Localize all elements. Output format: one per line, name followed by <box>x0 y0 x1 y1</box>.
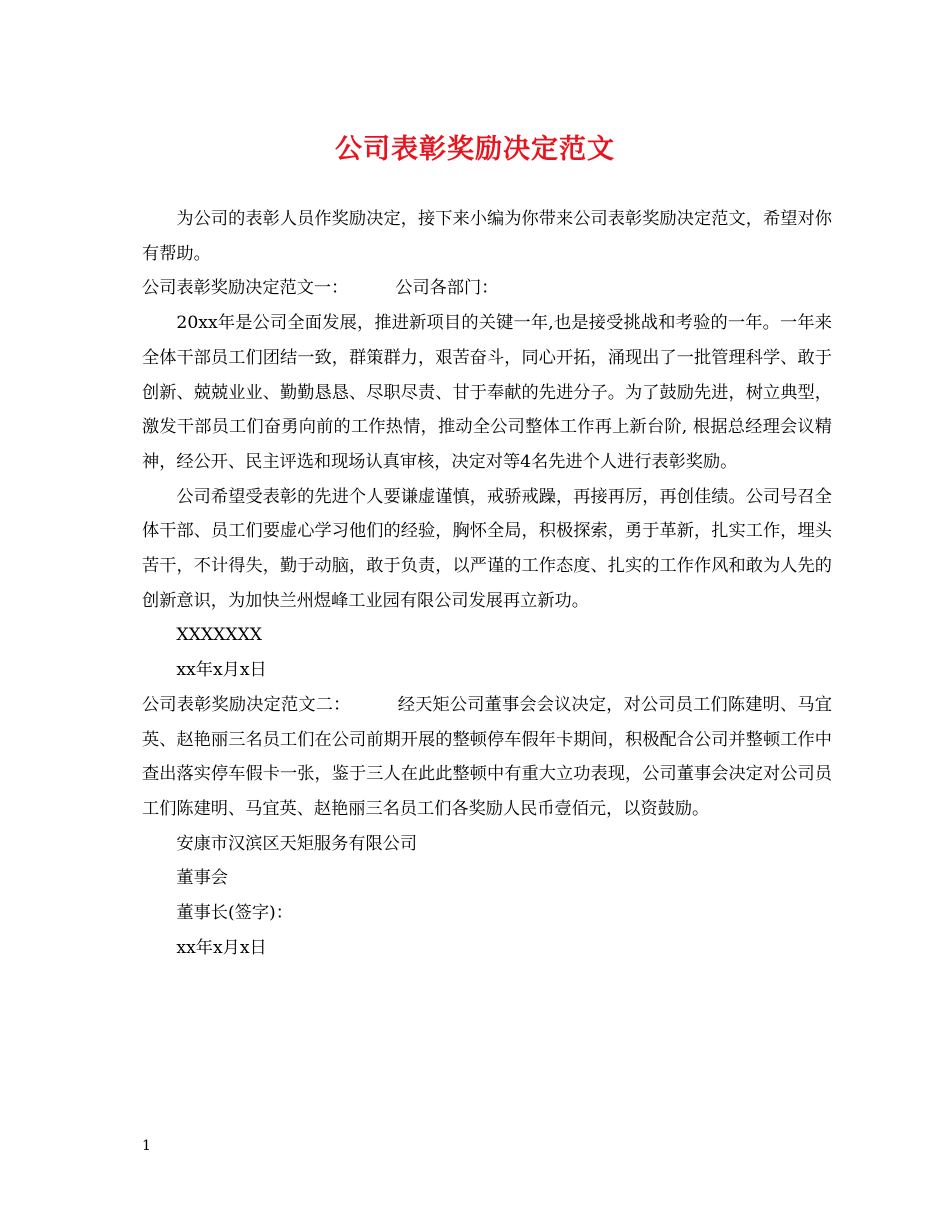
sample1-heading: 公司表彰奖励决定范文一： <box>142 278 349 299</box>
sample2-chairman: 董事长(签字)： <box>176 903 293 924</box>
sample2-paragraph <box>142 688 832 827</box>
document-title: 公司表彰奖励决定范文 <box>335 134 615 165</box>
intro-paragraph: 为公司的表彰人员作奖励决定，接下来小编为你带来公司表彰奖励决定范文，希望对你有帮助。 <box>142 209 832 264</box>
sample1-signature: XXXXXXX <box>176 625 263 646</box>
sample2-company: 安康市汉滨区天矩服务有限公司 <box>176 833 418 854</box>
sample2-board: 董事会 <box>176 868 228 889</box>
sample2-text: 经天矩公司董事会会议决定，对公司员工们陈建明、马宜英、赵艳丽三名员工们在公司前期开展的整顿停车假年卡期间，积极配合公司并整顿工作中查出落实停车假卡一张，鉴于三人在此此整顿中有重大立功表现，公司董事会决定对公司员工们陈建明、马宜英、赵艳丽三名员工们各奖励人民币壹佰元，以资鼓励。 <box>142 694 832 819</box>
sample1-heading-line <box>142 271 832 306</box>
sample1-paragraph-2: 公司希望受表彰的先进个人要谦虚谨慎，戒骄戒躁，再接再厉，再创佳绩。公司号召全体干部、员工们要虚心学习他们的经验，胸怀全局，积极探索，勇于革新，扎实工作，埋头苦干，不计得失，勤于动脑，敢于负责，以严谨的工作态度、扎实的工作作风和敢为人先的创新意识，为加快兰州煜峰工业园有限公司发展再立新功。 <box>142 486 832 611</box>
sample1-date: xx年x月x日 <box>176 660 267 681</box>
sample1-addressee: 公司各部门： <box>395 278 499 299</box>
document-body <box>142 202 832 965</box>
sample2-heading: 公司表彰奖励决定范文二： <box>142 694 351 715</box>
sample1-paragraph-1: 20xx年是公司全面发展，推进新项目的关键一年,也是接受挑战和考验的一年。一年来全体干部员工们团结一致，群策群力，艰苦奋斗，同心开拓，涌现出了一批管理科学、敢于创新、兢兢业业、勤勤恳恳、尽职尽责、甘于奉献的先进分子。为了鼓励先进，树立典型，激发干部员工们奋勇向前的工作热情，推动全公司整体工作再上新台阶, 根据总经理会议精神，经公开、民主评选和现场认真审核，决定对等4名先进个人进行表彰奖励。 <box>142 313 832 472</box>
page-number: 1 <box>142 1138 151 1154</box>
sample2-date: xx年x月x日 <box>176 937 267 958</box>
